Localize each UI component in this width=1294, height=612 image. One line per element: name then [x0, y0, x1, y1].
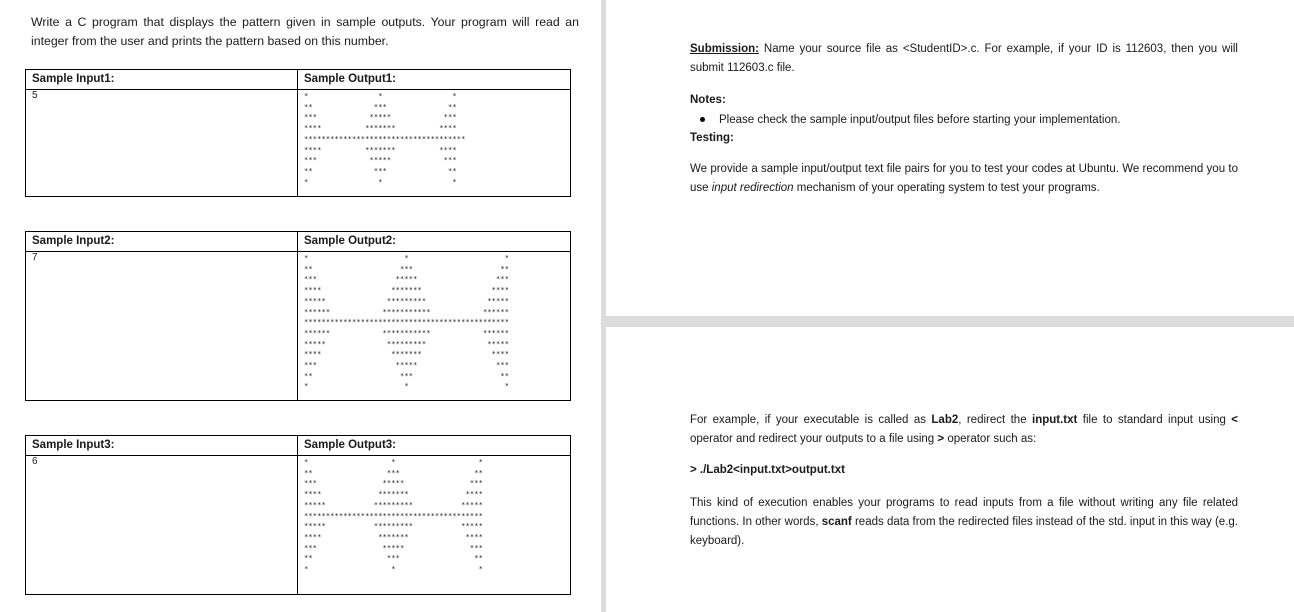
- example-gt: >: [937, 433, 945, 445]
- sample-input-value: 5: [26, 90, 298, 197]
- sample-output-label: Sample Output3:: [298, 436, 571, 456]
- sample-input-label: Sample Input3:: [26, 436, 298, 456]
- sample-input-label: Sample Input1:: [26, 70, 298, 90]
- sample-input-value: 7: [26, 252, 298, 401]
- left-page: [0, 0, 601, 612]
- page-gap-horizontal: [606, 316, 1294, 327]
- example-text-b: , redirect the: [958, 414, 1032, 426]
- testing-label: Testing:: [690, 132, 734, 144]
- submission-paragraph: [690, 40, 1238, 78]
- right-bottom-page: [606, 327, 1294, 612]
- execution-text-b: reads data from the redirected files instead of the std. input in this way (e.g. keyboard).: [690, 516, 1238, 547]
- submission-label: Submission:: [690, 43, 760, 55]
- execution-text-a: This kind of execution enables your programs to read inputs from a file without writing any file related functions. In other words,: [690, 497, 1238, 528]
- example-text-a: For example, if your executable is called as: [690, 414, 932, 426]
- sample-table-2: [25, 231, 571, 401]
- notes-bullet-text: Please check the sample input/output files before starting your implementation.: [719, 114, 1121, 126]
- testing-italic: input redirection: [711, 182, 794, 194]
- notes-label: Notes:: [690, 94, 726, 106]
- problem-statement: Write a C program that displays the pattern given in sample outputs. Your program will read an integer from the user and prints the pattern based on this number.: [31, 15, 579, 48]
- example-text-d: operator and redirect your outputs to a file using: [690, 433, 938, 445]
- sample-table-1: [25, 69, 571, 197]
- example-input-file: input.txt: [1032, 414, 1078, 426]
- command-line: > ./Lab2<input.txt>output.txt: [690, 464, 845, 476]
- testing-text-2: mechanism of your operating system to test your programs.: [793, 182, 1100, 194]
- execution-paragraph: [690, 494, 1238, 551]
- sample-output-label: Sample Output1:: [298, 70, 571, 90]
- testing-paragraph: [690, 160, 1238, 198]
- sample-input-value: 6: [26, 456, 298, 595]
- sample-output-label: Sample Output2:: [298, 232, 571, 252]
- right-top-page: [606, 0, 1294, 317]
- bullet-icon: [700, 117, 705, 122]
- submission-text: Name your source file as <StudentID>.c. For example, if your ID is 112603, then you will submit 112603.c file.: [690, 43, 1238, 74]
- sample-input-label: Sample Input2:: [26, 232, 298, 252]
- testing-text-1: We provide a sample input/output text file pairs for you to test your codes at Ubuntu. We recommend you to use: [690, 163, 1238, 194]
- example-text-e: operator such as:: [944, 433, 1037, 445]
- notes-bullet-item: [700, 111, 1120, 130]
- sample-output-pattern: * * * ** *** ** *** ***** *** **** ******* **** ***** ********* ***** ****** *********** ****** *********************************************** ****** *********** ****** ***** ********* ***** **** ******* **** *** ***** *** ** *** ** * * *: [304, 254, 510, 391]
- sample-output-pattern: * * * ** *** ** *** ***** *** **** ******* **** ***** ********* ***** ***************************************** ***** ********* ***** **** ******* **** *** ***** *** ** *** ** * * *: [304, 458, 483, 574]
- sample-output-pattern: * * * ** *** ** *** ***** *** **** ******* **** ************************************* **** ******* **** *** ***** *** ** *** ** * * *: [304, 92, 466, 186]
- sample-table-3: [25, 435, 571, 595]
- example-lt: <: [1231, 414, 1238, 426]
- example-text-c: file to standard input using: [1077, 414, 1232, 426]
- example-paragraph: [690, 411, 1238, 449]
- example-lab2: Lab2: [931, 414, 959, 426]
- execution-scanf: scanf: [821, 516, 852, 528]
